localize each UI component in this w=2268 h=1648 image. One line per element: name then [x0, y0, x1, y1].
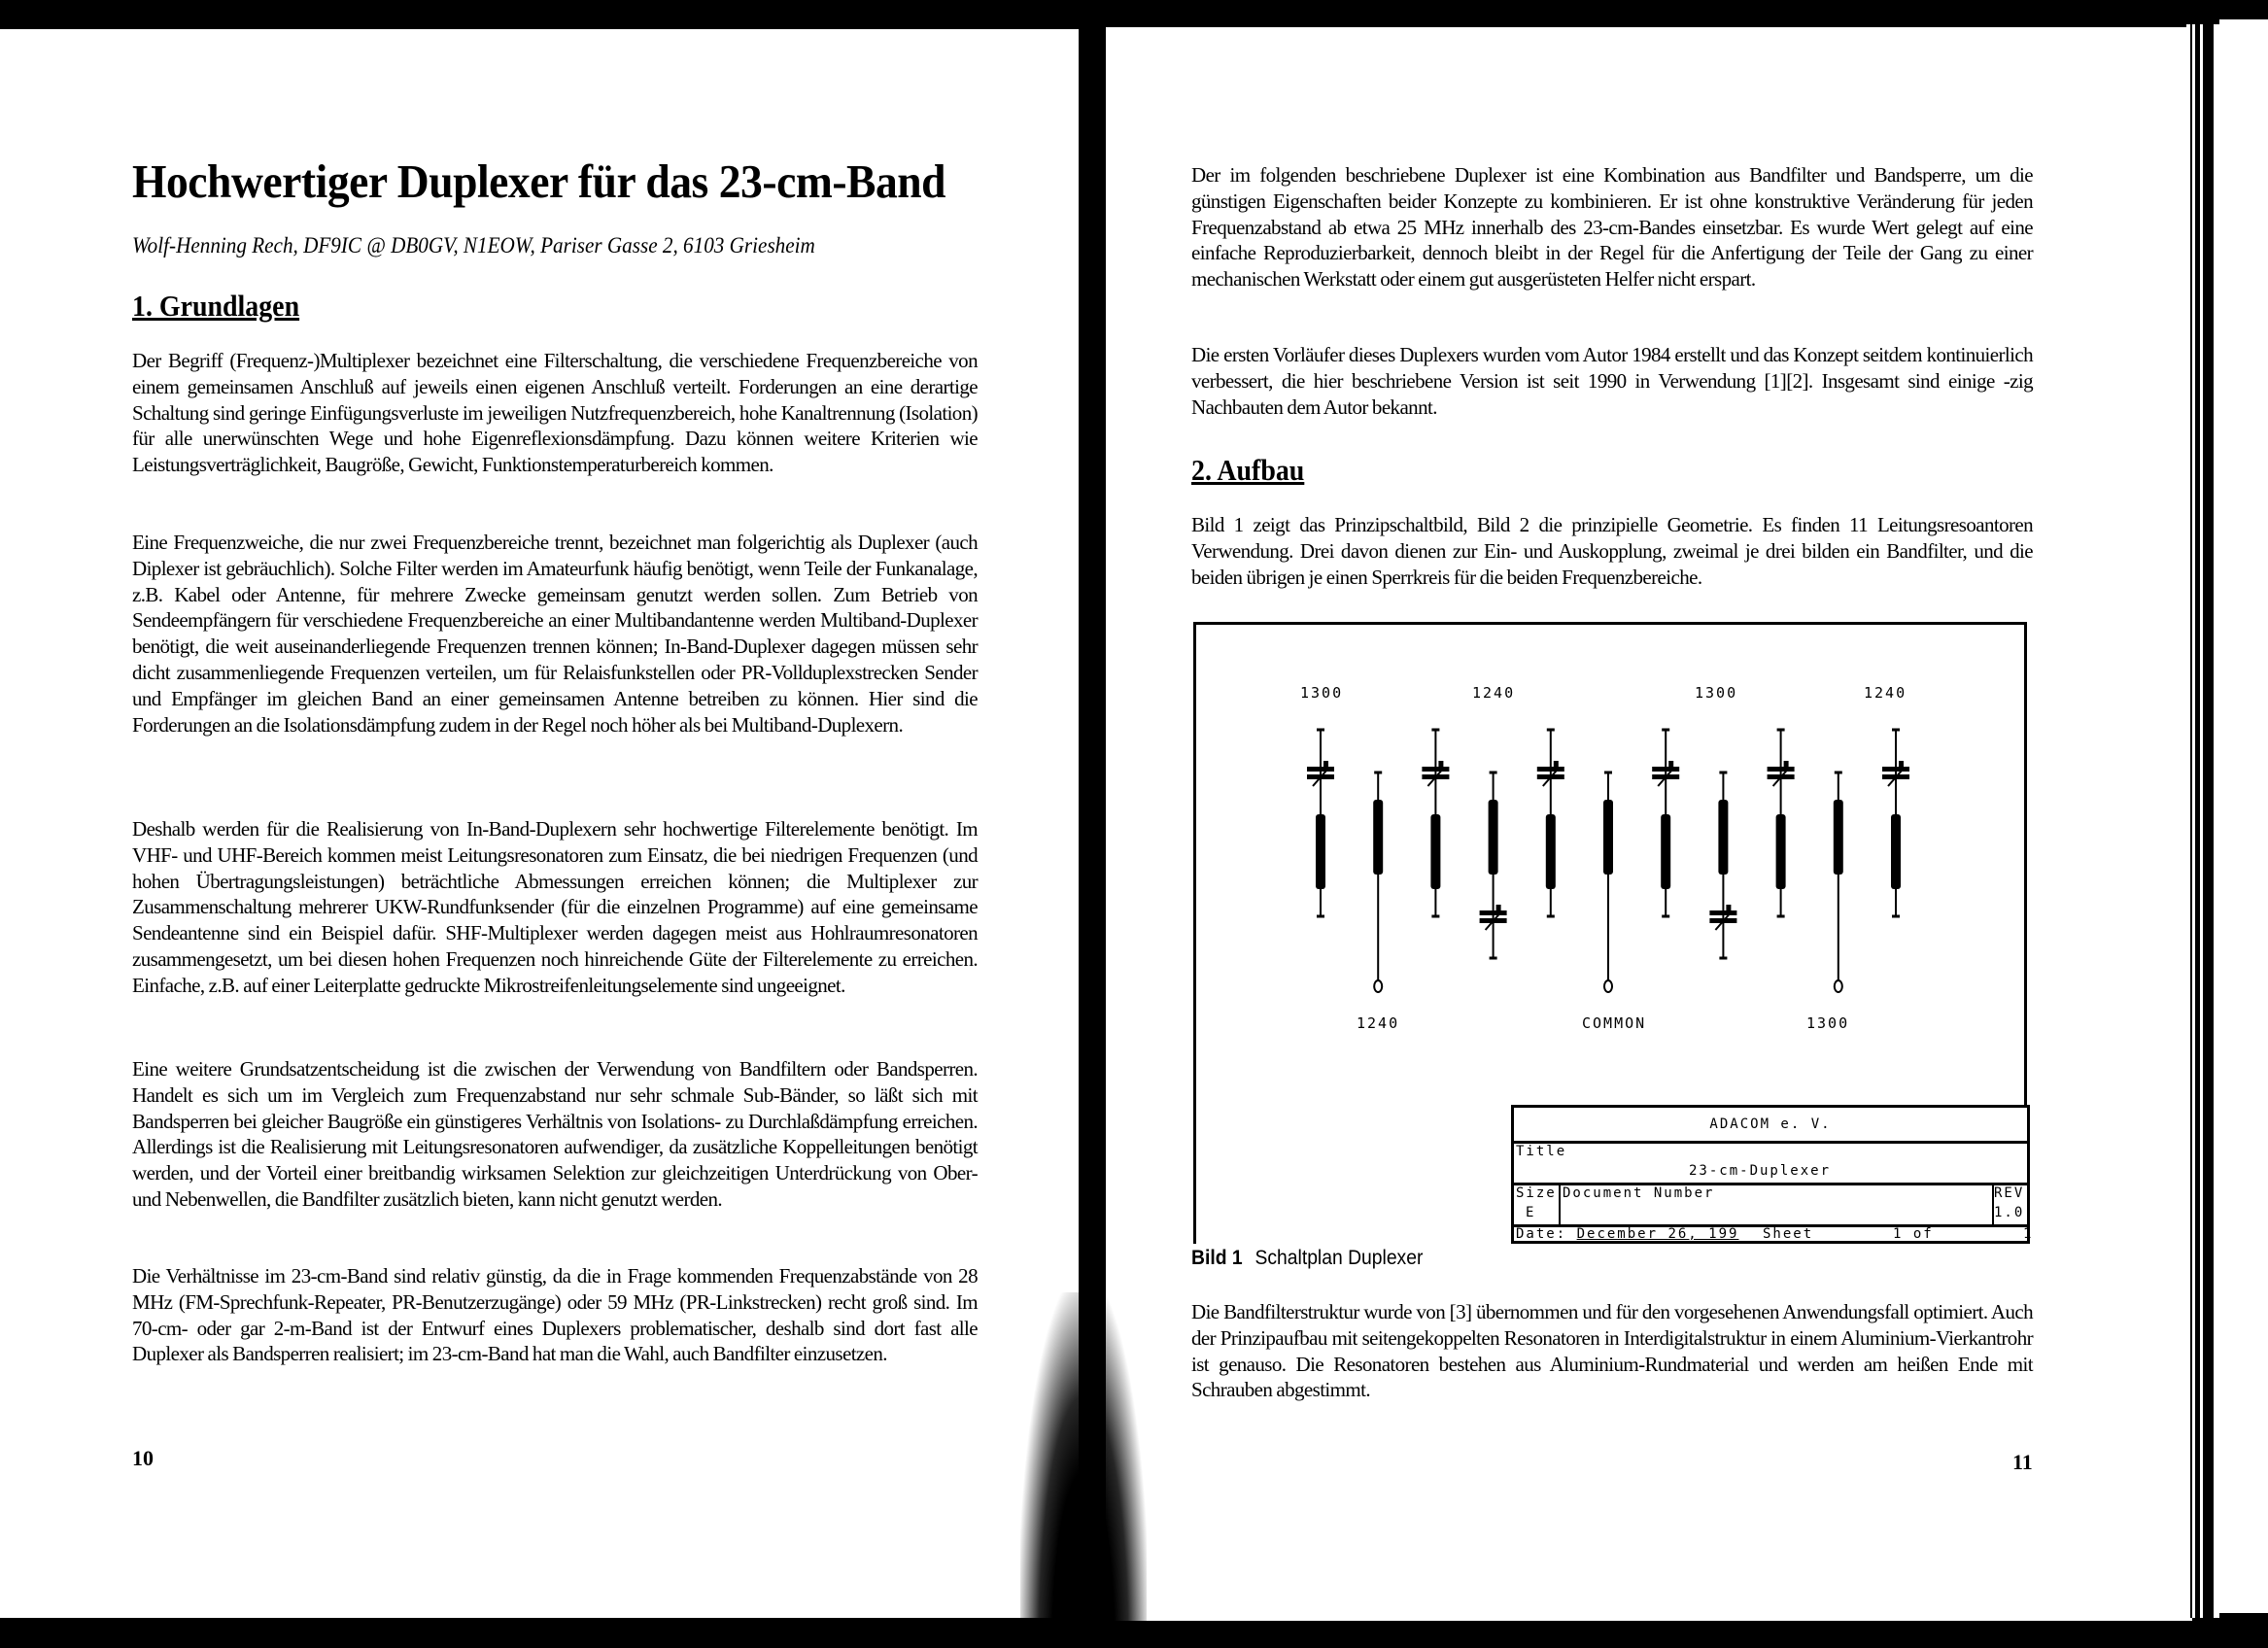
- page-number-left: 10: [132, 1446, 154, 1470]
- port-terminal: [1604, 980, 1612, 992]
- figure-caption-text: Schaltplan Duplexer: [1254, 1247, 1424, 1269]
- section-heading-grundlagen: 1. Grundlagen: [132, 289, 300, 323]
- title-block-sheet-total: 1: [2023, 1226, 2034, 1242]
- title-block-date-value: December 26, 199: [1576, 1226, 1739, 1242]
- capacitor-plate: [1709, 910, 1736, 915]
- resonator-body: [1776, 814, 1786, 889]
- page-number-right: 11: [2012, 1450, 2033, 1474]
- title-block-size-label: Size: [1516, 1185, 1557, 1201]
- figure-caption: [1191, 1247, 1423, 1270]
- bottom-label: 1240: [1357, 1014, 1400, 1032]
- resonator-body: [1834, 800, 1843, 875]
- resonator-body: [1546, 814, 1556, 889]
- trimmer-arrow-head: [1554, 761, 1559, 767]
- resonator-body: [1891, 814, 1901, 889]
- title-block-company: ADACOM e. V.: [1514, 1108, 2027, 1144]
- paragraph: Der im folgenden beschriebene Duplexer ist eine Kombination aus Bandfilter und Bandsperre, um die günstigen Eigenschaften beider Konzepte zu kombinieren. Er ist ohne konstruktive Veränderung für jeden Frequenzabstand ab etwa 25 MHz innerhalb des 23-cm-Bandes einsetzbar. Es wurde Wert gelegt auf eine einfache Reproduzierbarkeit, dennoch bleibt in der Regel für die Anfertigung der Teile der Gang zu einer mechanischen Werkstatt oder einem gut ausgerüsteten Helfer nicht erspart.: [1191, 163, 2033, 292]
- title-block-date-row: [1516, 1226, 2034, 1242]
- title-block-title-row: [1514, 1144, 2027, 1185]
- top-label: 1300: [1695, 684, 1738, 702]
- capacitor-plate: [1768, 767, 1795, 772]
- paragraph: Der Begriff (Frequenz-)Multiplexer bezeichnet eine Filterschaltung, die verschiedene Frequenzbereiche von einem gemeinsamen Anschluß auf jeweils einen eigenen Anschluß verteilt. Forderungen an eine derartige Schaltung sind geringe Einfügungsverluste im jeweiligen Nutzfrequenzbereich, hohe Kanaltrennung (Isolation) für alle unerwünschten Wege und hohe Eigenreflexionsdämpfung. Dazu können weitere Kriterien wie Leistungsverträglichkeit, Baugröße, Gewicht, Funktionstemperaturbereich kommen.: [132, 349, 978, 477]
- title-block-doc-number-label: Document Number: [1563, 1185, 1715, 1201]
- book-gutter-shadow: [1020, 1292, 1147, 1648]
- title-block-sheet-of: 1 of: [1893, 1226, 1934, 1242]
- title-block-title-value: 23-cm-Duplexer: [1689, 1163, 1832, 1179]
- title-block-rev-value: 1.0: [1994, 1205, 2025, 1220]
- title-block-title-label: Title: [1516, 1144, 1567, 1159]
- bottom-label: COMMON: [1582, 1014, 1647, 1032]
- schematic-title-block: [1511, 1105, 2034, 1244]
- port-terminal: [1835, 980, 1842, 992]
- title-block-divider: [1559, 1185, 1561, 1224]
- top-label: 1300: [1300, 684, 1344, 702]
- title-block-size-value: E: [1526, 1205, 1536, 1220]
- resonator-body: [1316, 814, 1325, 889]
- bottom-label: 1300: [1806, 1014, 1850, 1032]
- port-terminal: [1374, 980, 1382, 992]
- paragraph: Die ersten Vorläufer dieses Duplexers wurden vom Autor 1984 erstellt und das Konzept seitdem kontinuierlich verbessert, die hier beschriebene Version ist seit 1990 in Verwendung [1][2]. Insgesamt sind einige -zig Nachbauten dem Autor bekannt.: [1191, 343, 2033, 419]
- title-block-date-label: Date:: [1516, 1226, 1567, 1242]
- trimmer-arrow-head: [1726, 905, 1731, 910]
- author-line: Wolf-Henning Rech, DF9IC @ DB0GV, N1EOW, Pariser Gasse 2, 6103 Griesheim: [132, 233, 815, 258]
- figure-caption-number: Bild 1: [1191, 1247, 1243, 1269]
- resonator-body: [1430, 814, 1440, 889]
- capacitor-plate: [1307, 767, 1334, 772]
- paragraph: Deshalb werden für die Realisierung von In-Band-Duplexern sehr hochwertige Filterelemente benötigt. Im VHF- und UHF-Bereich kommen meist Leitungsresonatoren zum Einsatz, die bei niedrigen Frequenzen (und hohen Übertragungsleistungen) beträchtliche Abmessungen erreichen können; die Multiplexer zur Zusammenschaltung mehrerer UKW-Rundfunksender (für die einzelnen Programme) auf eine gemeinsame Sendeantenne sind ein Beispiel dafür. SHF-Multiplexer werden dagegen meist aus Hohlraumresonatoren zusammengesetzt, um bei diesen hohen Frequenzen noch hinreichende Güte der Filterelemente zu erreichen. Einfache, z.B. auf einer Leiterplatte gedruckte Mikrostreifenleitungselemente sind ungeeignet.: [132, 817, 978, 997]
- title-block-rev-label: REV: [1994, 1185, 2025, 1201]
- article-title: Hochwertiger Duplexer für das 23-cm-Band: [132, 154, 946, 208]
- trimmer-arrow-head: [1323, 761, 1328, 767]
- title-block-sheet-label: Sheet: [1763, 1226, 1814, 1242]
- top-label: 1240: [1472, 684, 1516, 702]
- paragraph: Die Bandfilterstruktur wurde von [3] übernommen und für den vorgesehenen Anwendungsfall optimiert. Auch der Prinzipaufbau mit seitengekoppelten Resonatoren in Interdigitalstruktur in einem Aluminium-Vierkantrohr ist genauso. Die Resonatoren bestehen aus Aluminium-Rundmaterial und werden am heißen Ende mit Schrauben abgestimmt.: [1191, 1300, 2033, 1402]
- trimmer-arrow-head: [1899, 761, 1904, 767]
- section-heading-aufbau: 2. Aufbau: [1191, 453, 1305, 487]
- paragraph: Eine weitere Grundsatzentscheidung ist die zwischen der Verwendung von Bandfiltern oder Bandsperren. Handelt es sich um im Vergleich zum Frequenzabstand nur sehr schmale Sub-Bänder, so läßt sich mit Bandsperren bei gleicher Baugröße ein günstigeres Verhältnis von Isolations- zu Durchlaßdämpfung erreichen. Allerdings ist die Realisierung mit Leitungsresonatoren aufwendiger, da zusätzliche Koppelleitungen benötigt werden, und der Vorteil einer breitbandig wirksamen Selektion zur gleichzeitigen Unterdrückung von Ober- und Nebenwellen, die Bandfilter zusätzlich bieten, kann nicht genutzt werden.: [132, 1057, 978, 1211]
- trimmer-arrow-head: [1668, 761, 1673, 767]
- capacitor-plate: [1480, 910, 1507, 915]
- capacitor-plate: [1537, 767, 1564, 772]
- resonator-body: [1489, 800, 1498, 875]
- capacitor-plate: [1422, 767, 1449, 772]
- trimmer-arrow-head: [1784, 761, 1789, 767]
- scan-margin: [2219, 19, 2268, 1613]
- resonator-body: [1373, 800, 1383, 875]
- paragraph: Eine Frequenzweiche, die nur zwei Frequenzbereiche trennt, bezeichnet man folgerichtig als Duplexer (auch Diplexer ist gebräuchlich). Solche Filter werden im Amateurfunk häufig benötigt, wenn Teile der Funkanalage, z.B. Kabel oder Antenne, für mehrere Zwecke gemeinsam genutzt werden sollen. Zum Betrieb von Sendeempfängern für verschiedene Frequenzbereiche an einer Multibandantenne werden Multiband-Duplexer benötigt, die weit auseinanderliegende Frequenzen trennen können; In-Band-Duplexer dagegen müssen sehr dicht zusammenliegende Frequenzen verteilen, um für Relaisfunkstellen oder PR-Vollduplexstrecken Sender und Empfänger im gleichen Band an einer gemeinsamen Antenne betreiben zu können. Hier sind die Forderungen an die Isolationsdämpfung zudem in der Regel noch höher als bei Multiband-Duplexern.: [132, 531, 978, 737]
- capacitor-plate: [1882, 767, 1909, 772]
- capacitor-plate: [1652, 767, 1679, 772]
- resonator-body: [1603, 800, 1613, 875]
- resonator-body: [1718, 800, 1728, 875]
- resonator-body: [1661, 814, 1670, 889]
- book-page-edges: [2186, 24, 2219, 1618]
- top-label: 1240: [1864, 684, 1907, 702]
- trimmer-arrow-head: [1438, 761, 1443, 767]
- paragraph: Bild 1 zeigt das Prinzipschaltbild, Bild 2 die prinzipielle Geometrie. Es finden 11 Leitungsresoantoren Verwendung. Drei davon dienen zur Ein- und Auskopplung, zweimal je drei bilden ein Bandfilter, und die beiden übrigen je einen Sperrkreis für die beiden Frequenzbereiche.: [1191, 513, 2033, 589]
- paragraph: Die Verhältnisse im 23-cm-Band sind relativ günstig, da die in Frage kommenden Frequenzabstände von 28 MHz (FM-Sprechfunk-Repeater, PR-Benutzerzugänge) oder 59 MHz (PR-Linkstrecken) recht groß sind. Im 70-cm- oder gar 2-m-Band ist der Entwurf eines Duplexers problematischer, deshalb sind dort fast alle Duplexer als Bandsperren realisiert; im 23-cm-Band hat man die Wahl, auch Bandfilter einzusetzen.: [132, 1264, 978, 1366]
- trimmer-arrow-head: [1496, 905, 1501, 910]
- title-block-doc-row: [1514, 1185, 2027, 1227]
